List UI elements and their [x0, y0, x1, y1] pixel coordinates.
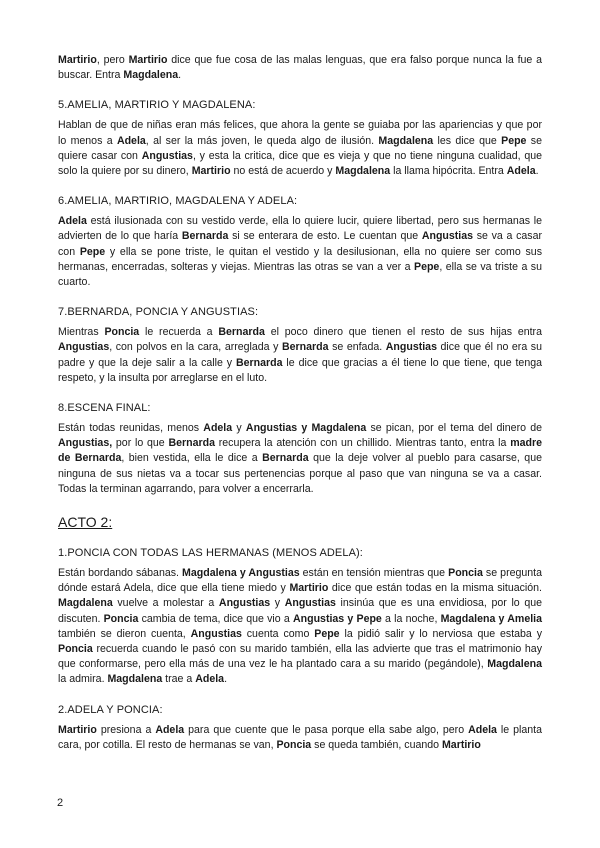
bold-name: Martirio [191, 165, 231, 178]
text-run: se enfada. [328, 341, 386, 354]
bold-name: Angustias y Pepe [292, 612, 382, 625]
bold-name: Magdalena [58, 597, 113, 610]
bold-name: Adela [203, 422, 233, 435]
section-6-paragraph [58, 214, 542, 290]
bold-name: Adela [155, 723, 185, 736]
text-run: , pero [96, 54, 129, 66]
text-run: dice que están todas en la misma situación. [328, 582, 542, 595]
bold-name: Magdalena [335, 165, 391, 178]
section-5-paragraph [58, 118, 542, 179]
bold-name: Adela [468, 723, 497, 736]
bold-name: Bernarda [218, 326, 265, 339]
bold-name: Angustias [284, 597, 336, 610]
bold-name: Adela [58, 215, 87, 228]
text-run: Hablan de que de niñas eran más felices, que ahora la gente se guiaba por las apariencias y que por lo menos a [58, 119, 542, 147]
bold-name: Angustias [385, 341, 437, 354]
act-2-heading: ACTO 2: [58, 514, 113, 531]
text-run: si se enterara de esto. Le cuentan que [228, 230, 422, 243]
text-run: presiona a [96, 723, 156, 736]
text-run: y [270, 597, 285, 610]
text-run: cambia de tema, dice que vio a [138, 612, 293, 625]
bold-name: madre de Bernarda [58, 437, 542, 465]
text-run: está ilusionada con su vestido verde, ella lo quiere lucir, quiere libertad, pero sus hermanas le advierten de lo que haría [58, 215, 542, 243]
bold-name: Poncia [104, 326, 140, 339]
bold-name: Pepe [501, 134, 527, 147]
bold-name: Martirio [289, 582, 329, 595]
section-8-paragraph [58, 421, 542, 497]
bold-name: Bernarda [236, 356, 283, 369]
bold-name: Martirio [128, 54, 168, 66]
text-run: se pregunta dónde estará Adela, dice que ella tiene miedo y [58, 567, 543, 595]
bold-name: Poncia [58, 643, 93, 656]
bold-name: Pepe [314, 627, 340, 640]
bold-name: Angustias [58, 341, 110, 354]
section-7-paragraph [58, 325, 542, 386]
bold-name: Angustias [218, 597, 271, 610]
text-run: se pican, por el tema del dinero de [366, 422, 542, 435]
bold-name: Magdalena [378, 134, 434, 147]
section-8-heading: 8.ESCENA FINAL: [58, 402, 151, 415]
act2-section-1-heading: 1.PONCIA CON TODAS LAS HERMANAS (MENOS ADELA): [58, 547, 363, 560]
text-run: y [232, 422, 246, 435]
text-run: a la noche, [381, 612, 441, 625]
text-run: Están todas reunidas, menos [58, 422, 204, 435]
bold-name: Bernarda [262, 452, 309, 465]
text-run: recupera la atención con un chillido. Mientras tanto, entra la [214, 437, 511, 450]
text-run: también se dieron cuenta, [58, 627, 191, 640]
text-run: , y esta la critica, dice que es vieja y que no tiene ninguna cualidad, que solo la quiere por su dinero, [58, 149, 543, 178]
text-run: . [178, 69, 182, 82]
text-run: dice que él no era su padre y que la deje salir a la calle y [58, 341, 542, 369]
text-run: , ella se va triste a su cuarto. [58, 260, 542, 289]
text-run: la llama hipócrita. Entra [390, 165, 507, 178]
bold-name: Poncia [448, 567, 483, 580]
bold-name: Angustias [141, 149, 193, 162]
bold-name: Angustias [421, 230, 474, 243]
text-run: cuenta como [241, 627, 315, 640]
text-run: dice que fue cosa de las malas lenguas, que era falso porque nunca la fue a buscar. Entra [58, 54, 542, 82]
text-run: insinúa que es una envidiosa, por lo que discuten. [58, 597, 542, 625]
text-run: le planta cara, por cotilla. El resto de hermanas se van, [58, 723, 542, 751]
section-5-heading: 5.AMELIA, MARTIRIO Y MAGDALENA: [58, 99, 256, 112]
bold-name: Angustias, [58, 437, 113, 450]
text-run: recuerda cuando le pasó con su marido también, ella las advierte que tras el matrimonio hay que conformarse, pero ella más de una vez le ha plantado cara a su marido (pegándole), [58, 643, 542, 671]
text-run: , al ser la más joven, le queda algo de ilusión. [145, 134, 379, 147]
page-number: 2 [57, 797, 64, 809]
bold-name: Adela [116, 134, 146, 147]
act2-section-2-paragraph [58, 723, 542, 753]
text-run: que la deje volver al pueblo para casarse, que ninguna de sus nietas va a tocar sus pertenencias porque al paso que van ninguna se va a casar. Todas la terminan agarrando, para volver a encerrarla. [58, 452, 542, 495]
text-run: el poco dinero que tienen el resto de sus hijas entra [264, 326, 542, 339]
bold-name: Adela [506, 165, 536, 178]
bold-name: Martirio [58, 723, 97, 736]
bold-name: Bernarda [168, 437, 215, 450]
text-run: no está de acuerdo y [230, 165, 336, 178]
text-run: por lo que [112, 437, 169, 450]
bold-name: Magdalena y Amelia [440, 612, 542, 625]
text-run: , bien vestida, ella le dice a [121, 452, 263, 465]
text-run: , con polvos en la cara, arreglada y [109, 341, 282, 354]
bold-name: Bernarda [181, 230, 229, 243]
text-run: están en tensión mientras que [299, 567, 449, 580]
text-run: . [224, 673, 228, 686]
text-run: la admira. [58, 673, 108, 686]
text-run: le dice que gracias a él tiene lo que tiene, que tenga respeto, y la insulta por arreglarse en el luto. [58, 356, 542, 384]
bold-name: Pepe [414, 260, 440, 273]
text-run: vuelve a molestar a [112, 597, 219, 610]
bold-name: Magdalena [123, 69, 179, 82]
text-run: le recuerda a [139, 326, 219, 339]
text-run: se queda también, cuando [311, 738, 442, 751]
bold-name: Martirio [58, 54, 97, 66]
document-body [58, 53, 542, 753]
text-run: Mientras [58, 326, 105, 339]
text-run: trae a [162, 673, 196, 686]
act2-section-1-paragraph [58, 566, 542, 688]
text-run: para que cuente que le pasa porque ella sabe algo, pero [184, 723, 469, 736]
text-run: les dice que [433, 134, 502, 147]
bold-name: Magdalena [107, 673, 163, 686]
text-run: se quiere casar con [58, 134, 542, 162]
bold-name: Magdalena y Angustias [182, 567, 300, 580]
intro-paragraph [58, 53, 542, 83]
section-6-heading: 6.AMELIA, MARTIRIO, MAGDALENA Y ADELA: [58, 195, 298, 208]
bold-name: Bernarda [282, 341, 329, 354]
text-run: se va a casar con [58, 230, 542, 258]
bold-name: Poncia [276, 738, 312, 751]
bold-name: Angustias [190, 627, 242, 640]
text-run: Están bordando sábanas. [58, 567, 183, 580]
bold-name: Magdalena [487, 658, 542, 671]
bold-name: Poncia [103, 612, 139, 625]
text-run: la pidió salir y lo nerviosa que estaba y [339, 627, 542, 640]
text-run: . [535, 165, 539, 178]
act2-section-2-heading: 2.ADELA Y PONCIA: [58, 703, 163, 716]
section-7-heading: 7.BERNARDA, PONCIA Y ANGUSTIAS: [58, 306, 259, 319]
bold-name: Pepe [79, 245, 106, 258]
bold-name: Adela [195, 673, 225, 686]
text-run: y ella se pone triste, le quitan el vestido y la desilusionan, ella no quiere ser como sus hermanas, encerradas, solteras y viejas. Mientras las otras se van a ver a [58, 245, 542, 273]
bold-name: Angustias y Magdalena [245, 422, 367, 435]
bold-name: Martirio [441, 738, 481, 751]
